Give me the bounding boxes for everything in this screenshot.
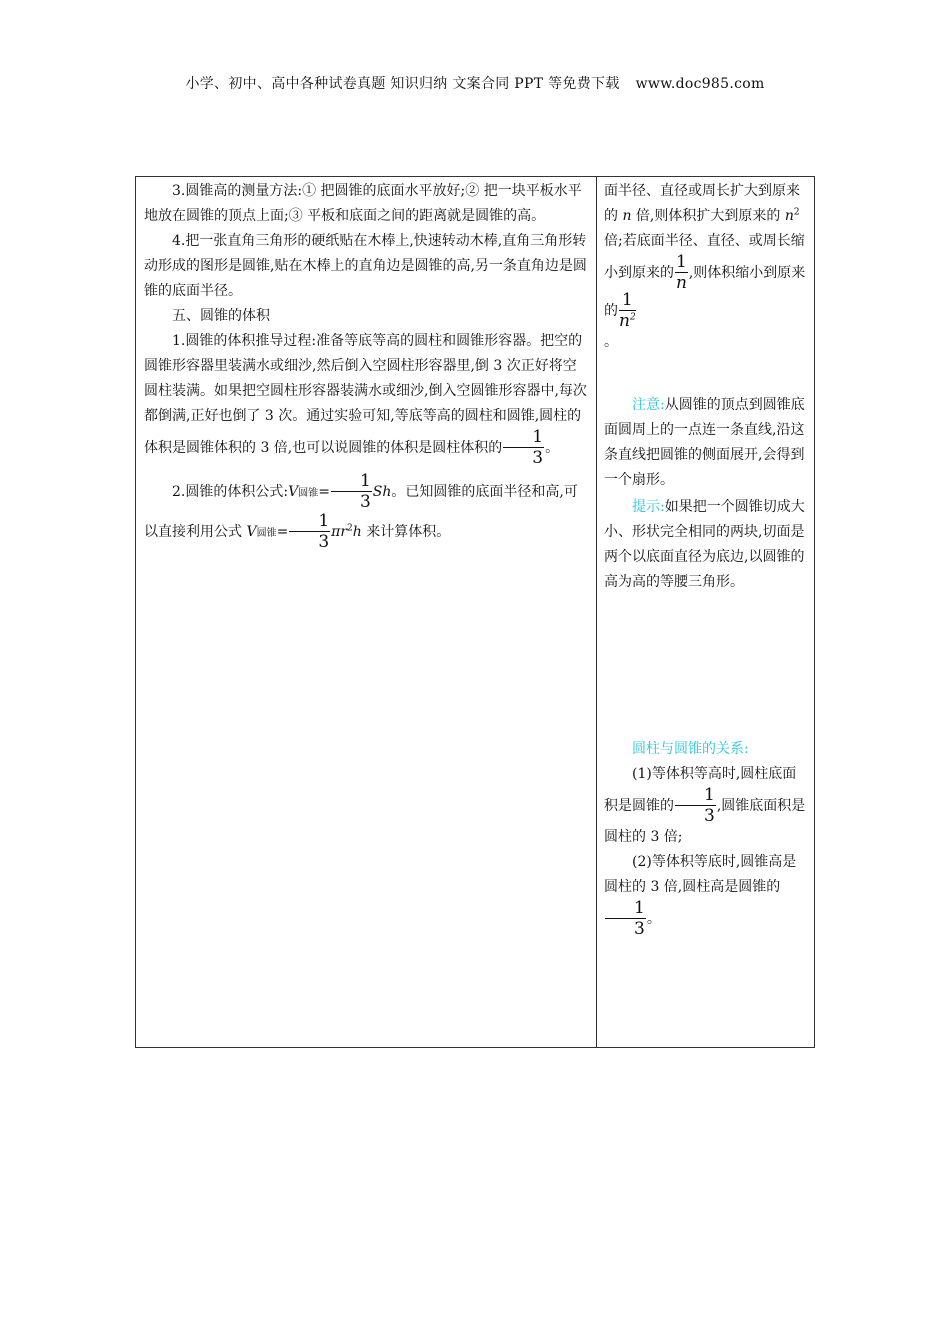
left-column [144, 179, 590, 553]
fraction-one-third: $\frac{1}{3}$ [503, 429, 544, 467]
note-label: 注意: [632, 397, 665, 413]
measure-method-paragraph: 3.圆锥高的测量方法:① 把圆锥的底面水平放好;② 把一块平板水平地放在圆锥的顶点上面;③ 平板和底面之间的距离就是圆锥的高。 [144, 183, 582, 224]
scaling-note: 面半径、直径或周长扩大到原来的 n 倍,则体积扩大到原来的 $n^2$ 倍;若底面半径、直径、或周长缩小到原来的 $\frac{1}{n}$ ,则体积缩小到原来的 $\frac{1}{n^2}$ [604, 183, 806, 331]
fraction-one-over-n: $\frac{1}{n}$ [675, 252, 687, 293]
fraction-one-third: $\frac{1}{3}$ [289, 513, 330, 551]
hint-paragraph: 提示:如果把一个圆锥切成大小、形状完全相同的两块,切面是两个以底面直径为底边,以圆锥的高为高的等腰三角形。 [604, 499, 805, 590]
fraction-one-over-n-squared: $\frac{1}{n^2}$ [619, 290, 636, 331]
fraction-one-third: $\frac{1}{3}$ [675, 787, 716, 825]
content-table [135, 176, 815, 1048]
volume-derivation-text: 1.圆锥的体积推导过程:准备等底等高的圆柱和圆锥形容器。把空的圆锥形容器里装满水或细沙,然后倒入空圆柱形容器里,倒 3 次正好将空圆柱装满。如果把空圆柱形容器装满水或细沙,倒入空圆锥形容器中,每次都倒满,正好也倒了 3 次。通过实验可知,等底等高的圆柱和圆锥,圆柱的体积是圆锥体积的 3 倍,也可以说圆锥的体积是圆柱体积的 [144, 333, 587, 456]
scaling-note-end: 。 [604, 334, 618, 350]
header-url[interactable]: www.doc985.com [635, 76, 765, 92]
triangle-rotation-paragraph: 4.把一张直角三角形的硬纸贴在木棒上,快速转动木棒,直角三角形转动形成的图形是圆锥,贴在木棒上的直角边是圆锥的高,另一条直角边是圆锥的底面半径。 [144, 233, 587, 299]
relation-item-2: (2)等体积等底时,圆锥高是圆柱的 3 倍,圆柱高是圆锥的 $\frac{1}{3}$ 。 [604, 854, 797, 939]
fraction-one-third: $\frac{1}{3}$ [605, 900, 646, 938]
volume-formula-paragraph: 2.圆锥的体积公式:V圆锥= $\frac{1}{3}$ Sh。已知圆锥的底面半径和高,可以直接利用公式 V圆锥= $\frac{1}{3}$ $\pi r^2h$ 来计算体积。 [144, 471, 578, 552]
note-paragraph: 注意:从圆锥的顶点到圆锥底面圆周上的一点连一条直线,沿这条直线把圆锥的侧面展开,会得到一个扇形。 [604, 397, 805, 488]
section-title: 五、圆锥的体积 [172, 308, 270, 324]
hint-label: 提示: [632, 499, 665, 515]
header-text: 小学、初中、高中各种试卷真题 知识归纳 文案合同 PPT 等免费下载 [185, 76, 620, 92]
relation-title: 圆柱与圆锥的关系: [632, 741, 749, 757]
fraction-one-third: $\frac{1}{3}$ [331, 473, 372, 511]
relation-item-1: (1)等体积等高时,圆柱底面积是圆锥的 $\frac{1}{3}$ ,圆锥底面积是圆柱的 3 倍; [604, 766, 806, 845]
page-header [0, 73, 950, 93]
column-divider [596, 177, 597, 1047]
right-column [604, 179, 808, 938]
volume-derivation-paragraph: 1.圆锥的体积推导过程:准备等底等高的圆柱和圆锥形容器。把空的圆锥形容器里装满水或细沙,然后倒入空圆柱形容器里,倒 3 次正好将空圆柱装满。如果把空圆柱形容器装满水或细沙,倒入空圆锥形容器中,每次都倒满,正好也倒了 3 次。通过实验可知,等底等高的圆柱和圆锥,圆柱的体积是圆锥体积的 3 倍,也可以说圆锥的体积是圆柱体积的 $\frac{1}{3}$ 。 [144, 333, 587, 468]
